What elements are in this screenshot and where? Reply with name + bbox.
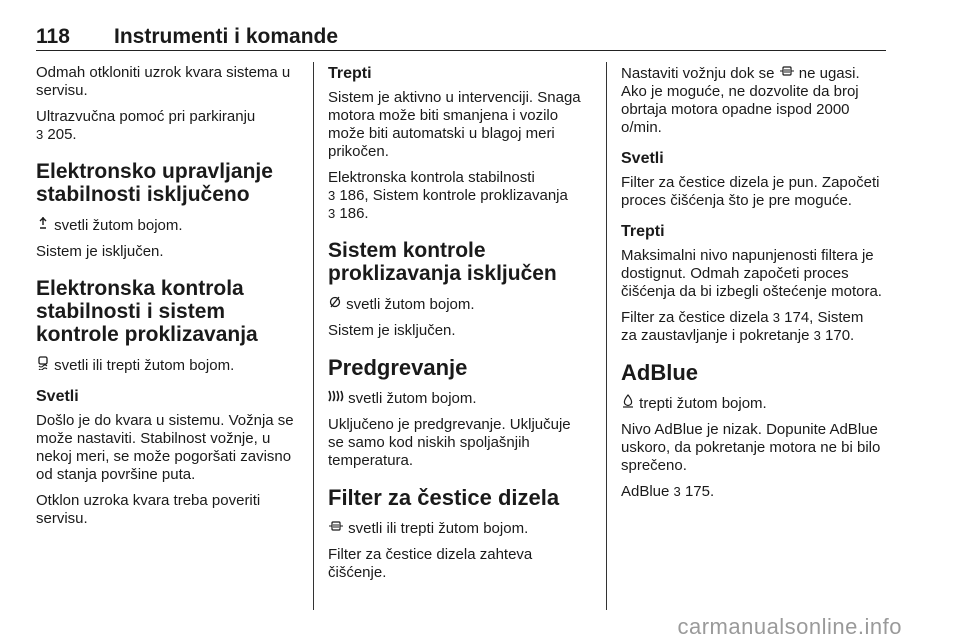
paragraph: Filter za čestice dizela zahteva čišćenje. (328, 546, 533, 581)
paragraph: svetli žutom bojom. (328, 295, 590, 314)
cross-ref-icon: 3 (328, 188, 336, 203)
watermark: carmanualsonline.info (677, 614, 902, 639)
cross-ref-icon: 3 (813, 328, 821, 343)
page-ref-link[interactable]: 186. (339, 205, 369, 222)
paragraph: Nivo AdBlue je nizak. Dopunite AdBlue uskoro, da pokretanje motora ne bi bilo sprečeno. (621, 421, 881, 474)
page-ref-link[interactable]: 175. (684, 483, 715, 500)
subheading: Svetli (621, 150, 664, 167)
paragraph: Ultrazvučna pomoć pri parkiranju 3 205. (36, 108, 256, 143)
traction-off-icon (328, 295, 342, 314)
page-header (36, 26, 886, 51)
section-heading: Predgrevanje (328, 355, 468, 380)
dpf-icon (328, 519, 344, 538)
cross-ref-icon: 3 (328, 206, 336, 221)
paragraph: AdBlue 3 175. (621, 483, 715, 500)
subheading: Svetli (36, 388, 79, 405)
paragraph: svetli žutom bojom. (36, 216, 298, 235)
page-ref-link[interactable]: 170. (825, 327, 855, 344)
column-3 (621, 64, 883, 509)
section-heading: AdBlue (621, 360, 698, 385)
subheading: Trepti (621, 223, 665, 240)
esc-off-icon (36, 216, 50, 235)
page-ref-link[interactable]: 205. (47, 126, 77, 143)
paragraph: Uključeno je predgrevanje. Uključuje se samo kod niskih spoljašnjih temperatura. (328, 416, 571, 469)
glow-plug-icon (328, 389, 344, 408)
paragraph: svetli žutom bojom. (328, 389, 590, 408)
cross-ref-icon: 3 (673, 484, 681, 499)
paragraph: Maksimalni nivo napunjenosti filtera je dostignut. Odmah započeti proces čišćenja da bi izbegli oštećenje motora. (621, 247, 882, 300)
subheading: Trepti (328, 65, 372, 82)
page-ref-link[interactable]: 174, Sistem za zaustavljanje i pokretanje (621, 309, 864, 344)
paragraph: Filter za čestice dizela je pun. Započeti proces čišćenja što je pre moguće. (621, 174, 880, 209)
paragraph: Elektronska kontrola stabilnosti 3 186, Sistem kontrole proklizavanja 3 186. (328, 169, 568, 222)
column-divider (313, 62, 314, 610)
paragraph: Došlo je do kvara u sistemu. Vožnja se može nastaviti. Stabilnost vožnje, u nekoj meri, se može pogoršati zavisno od stanja površine puta. (36, 412, 294, 483)
paragraph: Odmah otkloniti uzrok kvara sistema u servisu. (36, 64, 291, 99)
esc-icon (36, 356, 50, 375)
paragraph: trepti žutom bojom. (621, 394, 883, 413)
chapter-title: Instrumenti i komande (114, 25, 339, 48)
paragraph: Otklon uzroka kvara treba poveriti servisu. (36, 492, 261, 527)
page-number: 118 (36, 25, 70, 48)
dpf-icon (779, 64, 795, 83)
paragraph: Sistem je aktivno u intervenciji. Snaga motora može biti smanjena i vozilo može biti automatski u blagoj meri prikočen. (328, 89, 581, 160)
column-2 (328, 64, 590, 590)
section-heading: Sistem kontrole proklizavanja isključen (328, 239, 557, 285)
section-heading: Filter za čestice dizela (328, 485, 560, 510)
column-divider (606, 62, 607, 610)
cross-ref-icon: 3 (36, 127, 44, 142)
paragraph: svetli ili trepti žutom bojom. (36, 356, 298, 375)
section-heading: Elektronsko upravljanje stabilnosti isključeno (36, 160, 273, 206)
paragraph: Nastaviti vožnju dok se ne ugasi. Ako je moguće, ne dozvolite da broj obrtaja motora opadne ispod 2000 o/min. (621, 65, 860, 136)
paragraph: Sistem je isključen. (36, 243, 164, 260)
page-ref-link[interactable]: 186, Sistem kontrole proklizavanja (339, 187, 568, 204)
section-heading: Elektronska kontrola stabilnosti i sistem kontrole proklizavanja (36, 277, 258, 346)
paragraph: svetli ili trepti žutom bojom. (328, 519, 590, 538)
adblue-icon (621, 394, 635, 413)
cross-ref-icon: 3 (772, 310, 780, 325)
paragraph: Filter za čestice dizela 3 174, Sistem za zaustavljanje i pokretanje 3 170. (621, 309, 864, 344)
column-1 (36, 64, 298, 536)
paragraph: Sistem je isključen. (328, 322, 456, 339)
